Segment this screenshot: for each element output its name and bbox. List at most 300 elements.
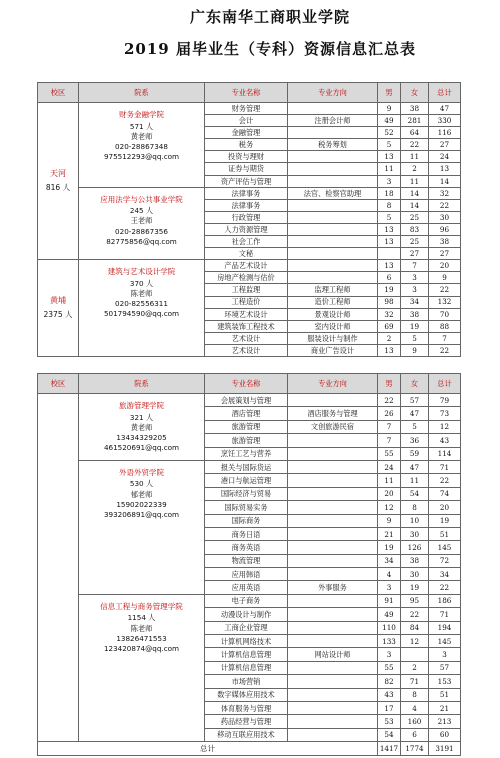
major-name: 工商企业管理 — [205, 621, 288, 634]
major-name: 市场营销 — [205, 675, 288, 688]
male-count: 55 — [378, 661, 401, 674]
female-count: 38 — [401, 103, 429, 115]
female-count: 64 — [401, 127, 429, 139]
major-direction — [288, 272, 378, 284]
female-count: 25 — [401, 236, 429, 248]
major-direction — [288, 127, 378, 139]
school-name: 外语外贸学院 — [119, 467, 164, 477]
school-email: 123420874@qq.com — [103, 643, 180, 653]
female-count: 281 — [401, 115, 429, 127]
female-count: 22 — [401, 608, 429, 621]
total-count: 51 — [429, 527, 461, 540]
major-name: 社会工作 — [205, 236, 288, 248]
female-count: 14 — [401, 187, 429, 199]
major-name: 计算机网络技术 — [205, 635, 288, 648]
major-direction: 监理工程师 — [288, 284, 378, 296]
school-cell — [79, 260, 205, 357]
major-direction: 酒店服务与管理 — [288, 407, 378, 420]
male-count: 12 — [378, 501, 401, 514]
total-count: 70 — [429, 308, 461, 320]
total-count: 27 — [429, 139, 461, 151]
female-count: 5 — [401, 332, 429, 344]
campus-student-count: 2375 人 — [43, 310, 73, 320]
total-count: 21 — [429, 701, 461, 714]
major-name: 法律事务 — [205, 187, 288, 199]
school-email: 393206891@qq.com — [103, 510, 180, 520]
male-count: 69 — [378, 320, 401, 332]
total-count: 24 — [429, 151, 461, 163]
total-count: 9 — [429, 272, 461, 284]
female-count: 19 — [401, 581, 429, 594]
female-count: 47 — [401, 407, 429, 420]
school-phone: 13826471553 — [116, 633, 167, 643]
major-name: 艺术设计 — [205, 332, 288, 344]
major-direction — [288, 447, 378, 460]
major-name: 国际经济与贸易 — [205, 487, 288, 500]
male-count: 52 — [378, 127, 401, 139]
school-student-count: 571 人 — [129, 121, 154, 131]
major-direction — [288, 715, 378, 728]
table-row — [38, 460, 461, 473]
major-direction — [288, 474, 378, 487]
major-direction — [288, 501, 378, 514]
col-male-header: 男 — [378, 83, 401, 103]
major-name: 工程造价 — [205, 296, 288, 308]
major-name: 酒店管理 — [205, 407, 288, 420]
male-count: 11 — [378, 474, 401, 487]
major-direction: 室内设计师 — [288, 320, 378, 332]
major-direction: 外事服务 — [288, 581, 378, 594]
school-name: 应用法学与公共事业学院 — [100, 194, 183, 204]
major-name: 产品艺术设计 — [205, 260, 288, 272]
female-count: 9 — [401, 344, 429, 356]
total-count: 34 — [429, 568, 461, 581]
major-direction: 网站设计师 — [288, 648, 378, 661]
school-contact: 陈老师 — [130, 288, 153, 298]
major-name: 国际商务 — [205, 514, 288, 527]
total-count: 73 — [429, 407, 461, 420]
school-contact: 黄老师 — [130, 422, 153, 432]
major-direction — [288, 541, 378, 554]
major-name: 电子商务 — [205, 594, 288, 607]
total-count: 32 — [429, 187, 461, 199]
total-count: 13 — [429, 163, 461, 175]
female-count: 2 — [401, 163, 429, 175]
school-student-count: 370 人 — [129, 278, 154, 288]
major-direction: 商业广告设计 — [288, 344, 378, 356]
total-count: 30 — [429, 211, 461, 223]
female-count: 3 — [401, 272, 429, 284]
major-direction: 法官、检察官助理 — [288, 187, 378, 199]
major-direction — [288, 514, 378, 527]
school-phone: 13434329205 — [116, 432, 167, 442]
campus-cell — [38, 103, 79, 260]
total-count: 194 — [429, 621, 461, 634]
total-count: 3 — [429, 648, 461, 661]
major-direction — [288, 554, 378, 567]
male-count: 82 — [378, 675, 401, 688]
grand-total-female: 1774 — [401, 742, 429, 755]
major-direction — [288, 175, 378, 187]
school-cell — [79, 187, 205, 260]
female-count: 7 — [401, 260, 429, 272]
female-count: 11 — [401, 151, 429, 163]
female-count: 57 — [401, 394, 429, 407]
major-name: 数字媒体应用技术 — [205, 688, 288, 701]
campus-name: 天河 — [50, 169, 66, 179]
total-count: 96 — [429, 223, 461, 235]
male-count: 13 — [378, 260, 401, 272]
male-count: 43 — [378, 688, 401, 701]
major-direction — [288, 103, 378, 115]
major-direction — [288, 688, 378, 701]
total-count: 153 — [429, 675, 461, 688]
school-email: 975512293@qq.com — [103, 152, 180, 162]
major-name: 证券与期货 — [205, 163, 288, 175]
school-cell — [79, 103, 205, 188]
summary-table-1 — [37, 82, 461, 357]
school-cell — [79, 594, 205, 741]
total-count: 88 — [429, 320, 461, 332]
major-name: 体育服务与管理 — [205, 701, 288, 714]
total-count: 20 — [429, 501, 461, 514]
total-count: 14 — [429, 175, 461, 187]
col-total-header: 总计 — [429, 83, 461, 103]
male-count: 110 — [378, 621, 401, 634]
total-count: 145 — [429, 635, 461, 648]
grand-total: 3191 — [429, 742, 461, 755]
school-contact: 陈老师 — [130, 623, 153, 633]
male-count: 11 — [378, 163, 401, 175]
total-count: 22 — [429, 344, 461, 356]
total-count: 43 — [429, 434, 461, 447]
major-direction — [288, 260, 378, 272]
major-name: 法律事务 — [205, 199, 288, 211]
school-phone: 15902022339 — [116, 499, 167, 509]
major-direction — [288, 460, 378, 473]
school-student-count: 530 人 — [129, 479, 154, 489]
major-name: 药品经营与管理 — [205, 715, 288, 728]
male-count: 3 — [378, 648, 401, 661]
school-email: 461520691@qq.com — [103, 443, 180, 453]
female-count: 10 — [401, 514, 429, 527]
female-count: 25 — [401, 211, 429, 223]
female-count: 126 — [401, 541, 429, 554]
male-count: 5 — [378, 139, 401, 151]
major-direction — [288, 434, 378, 447]
major-direction — [288, 675, 378, 688]
female-count: 59 — [401, 447, 429, 460]
major-name: 应用英语 — [205, 581, 288, 594]
major-direction: 注册会计师 — [288, 115, 378, 127]
male-count: 19 — [378, 284, 401, 296]
major-name: 港口与航运管理 — [205, 474, 288, 487]
col-total-header: 总计 — [429, 374, 461, 394]
total-count: 51 — [429, 688, 461, 701]
school-phone: 020-82556311 — [115, 299, 168, 309]
total-count: 145 — [429, 541, 461, 554]
male-count: 6 — [378, 272, 401, 284]
major-direction — [288, 236, 378, 248]
major-name: 应用韩语 — [205, 568, 288, 581]
total-count: 22 — [429, 474, 461, 487]
major-direction — [288, 728, 378, 741]
female-count: 160 — [401, 715, 429, 728]
summary-table-2 — [37, 373, 461, 756]
total-count: 71 — [429, 608, 461, 621]
total-count: 330 — [429, 115, 461, 127]
major-name: 文秘 — [205, 248, 288, 260]
female-count: 14 — [401, 199, 429, 211]
major-direction — [288, 661, 378, 674]
major-name: 移动互联应用技术 — [205, 728, 288, 741]
major-direction — [288, 151, 378, 163]
school-email: 82775856@qq.com — [106, 236, 177, 246]
major-name: 建筑装饰工程技术 — [205, 320, 288, 332]
male-count: 13 — [378, 223, 401, 235]
major-name: 商务日语 — [205, 527, 288, 540]
school-name: 财务金融学院 — [119, 110, 164, 119]
col-major-header: 专业名称 — [205, 374, 288, 394]
male-count: 53 — [378, 715, 401, 728]
male-count: 13 — [378, 236, 401, 248]
male-count: 8 — [378, 199, 401, 211]
female-count: 22 — [401, 139, 429, 151]
table-row — [38, 594, 461, 607]
total-count: 22 — [429, 284, 461, 296]
female-count: 36 — [401, 434, 429, 447]
male-count: 55 — [378, 447, 401, 460]
male-count: 21 — [378, 527, 401, 540]
total-count: 20 — [429, 260, 461, 272]
male-count: 2 — [378, 332, 401, 344]
major-name: 旅游管理 — [205, 434, 288, 447]
col-school-header: 院系 — [79, 83, 205, 103]
total-count: 57 — [429, 661, 461, 674]
female-count: 8 — [401, 501, 429, 514]
total-count: 116 — [429, 127, 461, 139]
male-count: 3 — [378, 175, 401, 187]
total-count: 213 — [429, 715, 461, 728]
female-count: 11 — [401, 175, 429, 187]
female-count: 30 — [401, 527, 429, 540]
female-count: 34 — [401, 296, 429, 308]
school-name: 信息工程与商务管理学院 — [100, 601, 183, 611]
major-name: 计算机信息管理 — [205, 661, 288, 674]
col-major-header: 专业名称 — [205, 83, 288, 103]
campus-cell — [38, 394, 79, 742]
total-count: 27 — [429, 248, 461, 260]
male-count — [378, 248, 401, 260]
major-direction — [288, 199, 378, 211]
female-count: 38 — [401, 554, 429, 567]
table-header-row — [38, 83, 461, 103]
female-count: 8 — [401, 688, 429, 701]
school-name: 建筑与艺术设计学院 — [107, 267, 176, 277]
major-direction: 服装设计与制作 — [288, 332, 378, 344]
male-count: 133 — [378, 635, 401, 648]
major-name: 报关与国际货运 — [205, 460, 288, 473]
campus-student-count: 816 人 — [45, 183, 71, 193]
total-label: 总计 — [38, 742, 378, 755]
major-name: 金融管理 — [205, 127, 288, 139]
total-count: 22 — [429, 199, 461, 211]
male-count: 13 — [378, 151, 401, 163]
table-row — [38, 394, 461, 407]
total-count: 7 — [429, 332, 461, 344]
male-count: 7 — [378, 434, 401, 447]
campus-name: 黄埔 — [50, 296, 66, 306]
major-direction — [288, 163, 378, 175]
school-phone: 020-28867356 — [115, 226, 168, 236]
grand-total-male: 1417 — [378, 742, 401, 755]
major-name: 动漫设计与制作 — [205, 608, 288, 621]
school-name: 旅游管理学院 — [119, 401, 164, 410]
major-direction — [288, 248, 378, 260]
male-count: 7 — [378, 420, 401, 433]
male-count: 3 — [378, 581, 401, 594]
major-name: 资产评估与管理 — [205, 175, 288, 187]
major-direction — [288, 223, 378, 235]
male-count: 4 — [378, 568, 401, 581]
male-count: 54 — [378, 728, 401, 741]
school-email: 501794590@qq.com — [103, 309, 180, 319]
major-direction: 造价工程师 — [288, 296, 378, 308]
major-name: 环境艺术设计 — [205, 308, 288, 320]
male-count: 34 — [378, 554, 401, 567]
female-count: 27 — [401, 248, 429, 260]
major-name: 商务英语 — [205, 541, 288, 554]
col-male-header: 男 — [378, 374, 401, 394]
document-title: 广东南华工商职业学院 — [189, 8, 350, 26]
school-cell — [79, 460, 205, 594]
major-name: 旅游管理 — [205, 420, 288, 433]
school-contact: 郁老师 — [130, 489, 153, 499]
school-student-count: 321 人 — [129, 412, 154, 422]
female-count: 19 — [401, 320, 429, 332]
table-row — [38, 187, 461, 199]
school-student-count: 245 人 — [129, 206, 154, 216]
major-direction — [288, 594, 378, 607]
table-row — [38, 260, 461, 272]
table-row — [38, 103, 461, 115]
male-count: 98 — [378, 296, 401, 308]
major-name: 工程监理 — [205, 284, 288, 296]
campus-cell — [38, 260, 79, 357]
col-direction-header: 专业方向 — [288, 374, 378, 394]
major-direction — [288, 527, 378, 540]
major-name: 财务管理 — [205, 103, 288, 115]
female-count: 2 — [401, 661, 429, 674]
female-count: 54 — [401, 487, 429, 500]
major-direction — [288, 621, 378, 634]
female-count: 47 — [401, 460, 429, 473]
school-contact: 黄老师 — [130, 131, 153, 141]
total-count: 79 — [429, 394, 461, 407]
total-count: 19 — [429, 514, 461, 527]
male-count: 9 — [378, 514, 401, 527]
total-count: 186 — [429, 594, 461, 607]
major-direction: 税务筹划 — [288, 139, 378, 151]
col-campus-header: 校区 — [38, 83, 79, 103]
major-direction — [288, 394, 378, 407]
total-count: 132 — [429, 296, 461, 308]
document-subtitle: 2019 届毕业生（专科）资源信息汇总表 — [124, 40, 416, 58]
major-name: 艺术设计 — [205, 344, 288, 356]
female-count: 71 — [401, 675, 429, 688]
major-name: 国际贸易实务 — [205, 501, 288, 514]
female-count: 11 — [401, 474, 429, 487]
male-count: 26 — [378, 407, 401, 420]
major-name: 计算机信息管理 — [205, 648, 288, 661]
col-direction-header: 专业方向 — [288, 83, 378, 103]
major-name: 税务 — [205, 139, 288, 151]
col-school-header: 院系 — [79, 374, 205, 394]
major-name: 烹饪工艺与营养 — [205, 447, 288, 460]
male-count: 19 — [378, 541, 401, 554]
major-direction — [288, 701, 378, 714]
male-count: 9 — [378, 103, 401, 115]
female-count: 6 — [401, 728, 429, 741]
male-count: 18 — [378, 187, 401, 199]
female-count: 95 — [401, 594, 429, 607]
female-count: 38 — [401, 308, 429, 320]
male-count: 32 — [378, 308, 401, 320]
female-count: 30 — [401, 568, 429, 581]
male-count: 13 — [378, 344, 401, 356]
male-count: 49 — [378, 115, 401, 127]
male-count: 22 — [378, 394, 401, 407]
major-name: 行政管理 — [205, 211, 288, 223]
col-campus-header: 校区 — [38, 374, 79, 394]
school-cell — [79, 394, 205, 461]
total-count: 72 — [429, 554, 461, 567]
major-direction — [288, 635, 378, 648]
total-count: 22 — [429, 581, 461, 594]
total-row — [38, 742, 461, 755]
major-direction — [288, 487, 378, 500]
female-count: 83 — [401, 223, 429, 235]
female-count: 5 — [401, 420, 429, 433]
major-direction: 文创旅游民宿 — [288, 420, 378, 433]
col-female-header: 女 — [401, 374, 429, 394]
male-count: 5 — [378, 211, 401, 223]
female-count — [401, 648, 429, 661]
major-name: 房地产检测与估价 — [205, 272, 288, 284]
col-female-header: 女 — [401, 83, 429, 103]
major-name: 会展策划与管理 — [205, 394, 288, 407]
total-count: 60 — [429, 728, 461, 741]
major-direction — [288, 568, 378, 581]
major-name: 人力资源管理 — [205, 223, 288, 235]
major-name: 物流管理 — [205, 554, 288, 567]
total-count: 71 — [429, 460, 461, 473]
table-header-row — [38, 374, 461, 394]
female-count: 4 — [401, 701, 429, 714]
female-count: 12 — [401, 635, 429, 648]
total-count: 12 — [429, 420, 461, 433]
total-count: 74 — [429, 487, 461, 500]
school-phone: 020-28867348 — [115, 141, 168, 151]
male-count: 24 — [378, 460, 401, 473]
total-count: 38 — [429, 236, 461, 248]
major-name: 投资与理财 — [205, 151, 288, 163]
major-name: 会计 — [205, 115, 288, 127]
male-count: 91 — [378, 594, 401, 607]
total-count: 114 — [429, 447, 461, 460]
female-count: 3 — [401, 284, 429, 296]
female-count: 84 — [401, 621, 429, 634]
